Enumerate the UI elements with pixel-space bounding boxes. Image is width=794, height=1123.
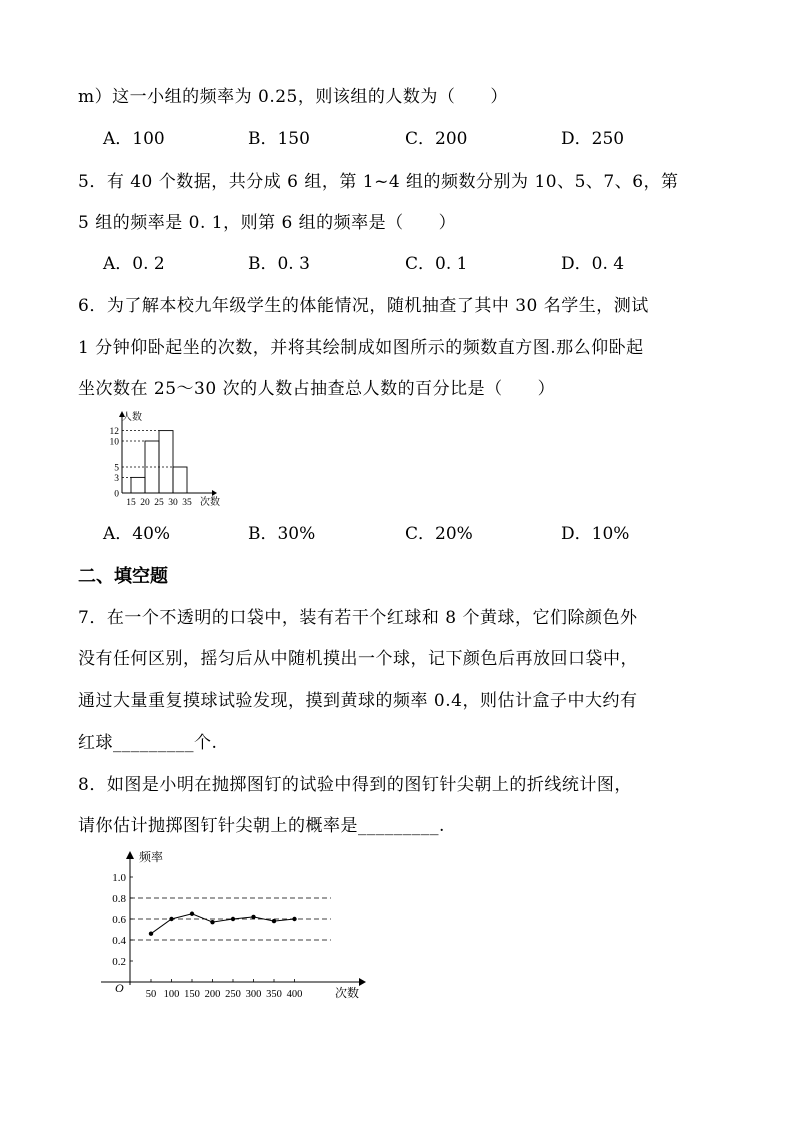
q8-xtick-300: 300	[245, 989, 262, 1000]
q5-option-d[interactable]: D．0. 4	[561, 254, 625, 274]
q5-line-1: 5．有 40 个数据，共分成 6 组，第 1~4 组的频数分别为 10、5、7、6，第	[78, 172, 679, 192]
q6-option-a[interactable]: A．40%	[103, 524, 171, 544]
q4-options	[103, 128, 723, 150]
q8-xtick-100: 100	[163, 989, 180, 1000]
q6-ytick-5: 5	[114, 463, 119, 474]
q6-bar-4	[173, 467, 187, 493]
q8-xtick-350: 350	[266, 989, 282, 1000]
q8-xtick-150: 150	[184, 989, 200, 1000]
q5-line-2: 5 组的频率是 0. 1，则第 6 组的频率是（ ）	[78, 213, 457, 233]
q8-point-50	[149, 932, 153, 936]
q6-line-2: 1 分钟仰卧起坐的次数，并将其绘制成如图所示的频数直方图.那么仰卧起	[78, 338, 644, 358]
q8-xtick-400: 400	[286, 989, 303, 1000]
q4-text: m）这一小组的频率为 0.25，则该组的人数为（ ）	[78, 87, 508, 107]
q8-xlabel: 次数	[335, 986, 360, 1000]
q6-xtick-15: 15	[126, 498, 136, 508]
q8-point-100	[169, 917, 173, 921]
q6-option-b[interactable]: B．30%	[248, 524, 316, 544]
q6-ytick-10: 10	[109, 437, 119, 448]
q6-xtick-35: 35	[182, 498, 192, 508]
q6-line-3: 坐次数在 25～30 次的人数占抽查总人数的百分比是（ ）	[78, 379, 556, 399]
q6-option-d[interactable]: D．10%	[561, 524, 630, 544]
q4-option-c[interactable]: C．200	[405, 129, 468, 149]
q8-origin: O	[115, 981, 124, 995]
q8-line-chart	[95, 845, 375, 1005]
q7-line-3: 通过大量重复摸球试验发现，摸到黄球的频率 0.4，则估计盒子中大约有	[78, 691, 638, 711]
q8-ylabel: 频率	[139, 850, 164, 864]
q6-option-c[interactable]: C．20%	[405, 524, 473, 544]
q6-bar-3	[159, 431, 173, 493]
q4-option-a[interactable]: A．100	[103, 129, 165, 149]
q8-point-300	[251, 915, 255, 919]
q5-options	[103, 253, 723, 275]
q6-xtick-25: 25	[154, 498, 164, 508]
section-title-fill-in: 二、填空题	[78, 566, 168, 587]
q6-ytick-3: 3	[114, 473, 119, 484]
q8-xtick-200: 200	[204, 989, 221, 1000]
q8-ytick-1.0: 1.0	[112, 872, 126, 884]
q4-option-b[interactable]: B．150	[248, 129, 310, 149]
q6-xlabel: 次数	[200, 497, 220, 508]
q6-histogram	[100, 408, 230, 510]
q6-bar-1	[131, 477, 145, 493]
q6-xtick-20: 20	[140, 498, 150, 508]
q8-ytick-0.6: 0.6	[112, 914, 126, 926]
q5-option-b[interactable]: B．0. 3	[248, 254, 310, 274]
q6-options	[103, 523, 723, 545]
q4-option-d[interactable]: D．250	[561, 129, 625, 149]
q8-ytick-0.2: 0.2	[112, 956, 126, 968]
q6-x-axis-arrow	[212, 490, 217, 496]
q8-point-250	[231, 917, 235, 921]
q5-option-c[interactable]: C．0. 1	[405, 254, 468, 274]
q8-ytick-0.4: 0.4	[112, 935, 126, 947]
q7-line-4: 红球_________个.	[78, 733, 218, 753]
q8-point-150	[190, 912, 194, 916]
q8-point-200	[210, 920, 214, 924]
q8-xtick-250: 250	[225, 989, 241, 1000]
q7-line-2: 没有任何区别，摇匀后从中随机摸出一个球，记下颜色后再放回口袋中，	[78, 649, 638, 669]
q8-line-2: 请你估计抛掷图钉针尖朝上的概率是_________.	[78, 816, 445, 836]
q8-xtick-50: 50	[145, 989, 157, 1000]
q7-line-1: 7．在一个不透明的口袋中，装有若干个红球和 8 个黄球，它们除颜色外	[78, 608, 638, 628]
q6-xtick-30: 30	[168, 498, 178, 508]
q6-ylabel: 人数	[122, 412, 142, 423]
q6-line-1: 6．为了解本校九年级学生的体能情况，随机抽查了其中 30 名学生，测试	[78, 296, 649, 316]
q6-ytick-12: 12	[109, 427, 119, 438]
q8-line-1: 8．如图是小明在抛掷图钉的试验中得到的图钉针尖朝上的折线统计图，	[78, 775, 632, 795]
q6-ytick-0: 0	[114, 489, 119, 500]
q5-option-a[interactable]: A．0. 2	[103, 254, 165, 274]
q8-point-400	[292, 917, 296, 921]
q8-series-line	[151, 914, 295, 934]
q8-ytick-0.8: 0.8	[112, 893, 126, 905]
q8-x-axis-arrow	[359, 978, 366, 986]
q8-point-350	[272, 919, 276, 923]
q8-y-axis-arrow	[126, 851, 134, 859]
